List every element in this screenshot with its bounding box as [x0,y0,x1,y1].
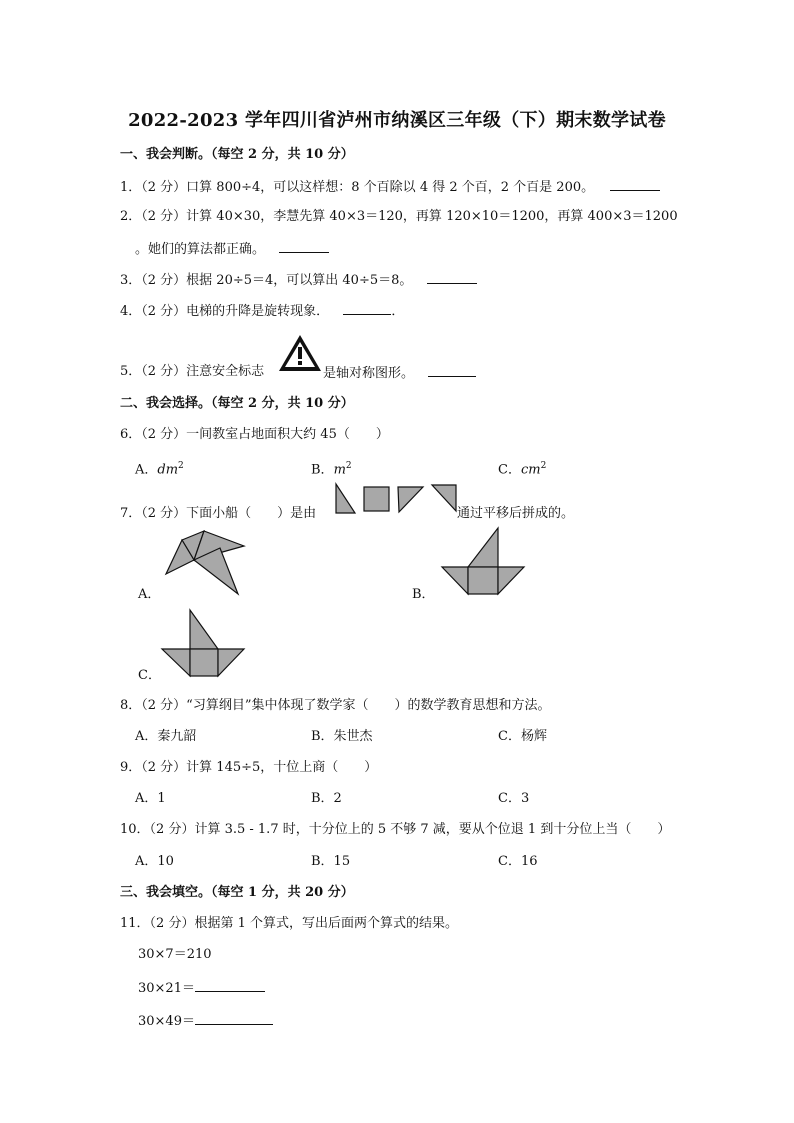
question-7-part2: 通过平移后拼成的。 [457,506,575,521]
question-5-part2 [323,364,476,382]
q6-option-c-sup: 2 [540,461,547,471]
boat-figure-b [440,526,526,598]
q10-option-a[interactable]: A．10 [135,854,174,869]
question-4 [120,302,404,320]
question-6: 6．（2 分）一间教室占地面积大约 45（ ） [120,427,389,442]
q7-option-b-label[interactable]: B． [412,587,435,602]
q11-line-2 [138,979,265,997]
q9-option-c[interactable]: C．3 [498,791,530,806]
answer-blank-2[interactable] [279,240,329,253]
q11-line-2-text: 30×21＝ [138,981,195,996]
q9-option-b[interactable]: B．2 [311,791,342,806]
q7-option-a-label[interactable]: A． [138,587,161,602]
section-heading-choose: 二、我会选择。（每空 2 分，共 10 分） [120,396,354,411]
question-5-part1: 5．（2 分）注意安全标志 [120,364,265,379]
q11-line-3-text: 30×49＝ [138,1014,195,1029]
q8-option-c[interactable]: C．杨辉 [498,729,547,744]
boat-figure-a [162,528,246,598]
answer-blank-11a[interactable] [195,979,265,992]
boat-figure-c [160,608,246,680]
question-3 [120,271,477,289]
question-7-part1: 7．（2 分）下面小船（ ）是由 [120,506,317,521]
q9-option-a[interactable]: A．1 [135,791,166,806]
page-title: 2022-2023 学年四川省泸州市纳溪区三年级（下）期末数学试卷 [128,110,666,131]
q6-option-a[interactable] [135,458,184,478]
q6-option-a-unit: dm [157,462,179,478]
q6-option-a-label: A． [135,462,158,478]
question-4-end: ． [391,304,405,319]
q7-component-shapes [333,482,459,516]
q6-option-b[interactable] [311,458,352,478]
q11-line-3 [138,1012,273,1030]
question-2-line1: 2．（2 分）计算 40×30，李慧先算 40×3＝120，再算 120×10＝1200，再算 400×3＝1200 [120,209,678,224]
answer-blank-3[interactable] [427,271,477,284]
q10-option-c[interactable]: C．16 [498,854,538,869]
question-11: 11．（2 分）根据第 1 个算式，写出后面两个算式的结果。 [120,916,458,931]
question-3-text: 3．（2 分）根据 20÷5＝4，可以算出 40÷5＝8。 [120,273,413,288]
q10-option-b[interactable]: B．15 [311,854,351,869]
question-10: 10．（2 分）计算 3.5 - 1.7 时，十分位上的 5 不够 7 减，要从个位退 1 到十分位上当（ ） [120,822,671,837]
answer-blank-11b[interactable] [195,1012,273,1025]
answer-blank-5[interactable] [428,364,476,377]
q6-option-b-sup: 2 [345,461,352,471]
question-9: 9．（2 分）计算 145÷5，十位上商（ ） [120,760,378,775]
q6-option-b-unit: m [333,462,346,478]
q6-option-c-unit: cm [520,462,541,478]
question-2-text: 。她们的算法都正确。 [135,242,266,257]
question-2-line2 [135,240,329,258]
answer-blank-1[interactable] [610,178,660,191]
section-heading-judge: 一、我会判断。（每空 2 分，共 10 分） [120,147,354,162]
question-1-text: 1．（2 分）口算 800÷4，可以这样想：8 个百除以 4 得 2 个百，2 个百是 200。 [120,180,595,195]
section-heading-fill: 三、我会填空。（每空 1 分，共 20 分） [120,885,354,900]
warning-triangle-icon [277,333,323,373]
answer-blank-4[interactable] [343,302,391,315]
q6-option-c-label: C． [498,462,521,478]
question-4-text: 4．（2 分）电梯的升降是旋转现象． [120,304,330,319]
q6-option-c[interactable] [498,458,546,478]
question-5-text: 是轴对称图形。 [323,366,415,381]
question-8: 8．（2 分）“习算纲目”集中体现了数学家（ ）的数学教育思想和方法。 [120,698,551,713]
q6-option-b-label: B． [311,462,334,478]
q7-option-c-label[interactable]: C． [138,668,161,683]
q11-line-1: 30×7＝210 [138,947,212,962]
q8-option-a[interactable]: A．秦九韶 [135,729,197,744]
question-1 [120,178,660,196]
q8-option-b[interactable]: B．朱世杰 [311,729,373,744]
q6-option-a-sup: 2 [178,461,184,471]
